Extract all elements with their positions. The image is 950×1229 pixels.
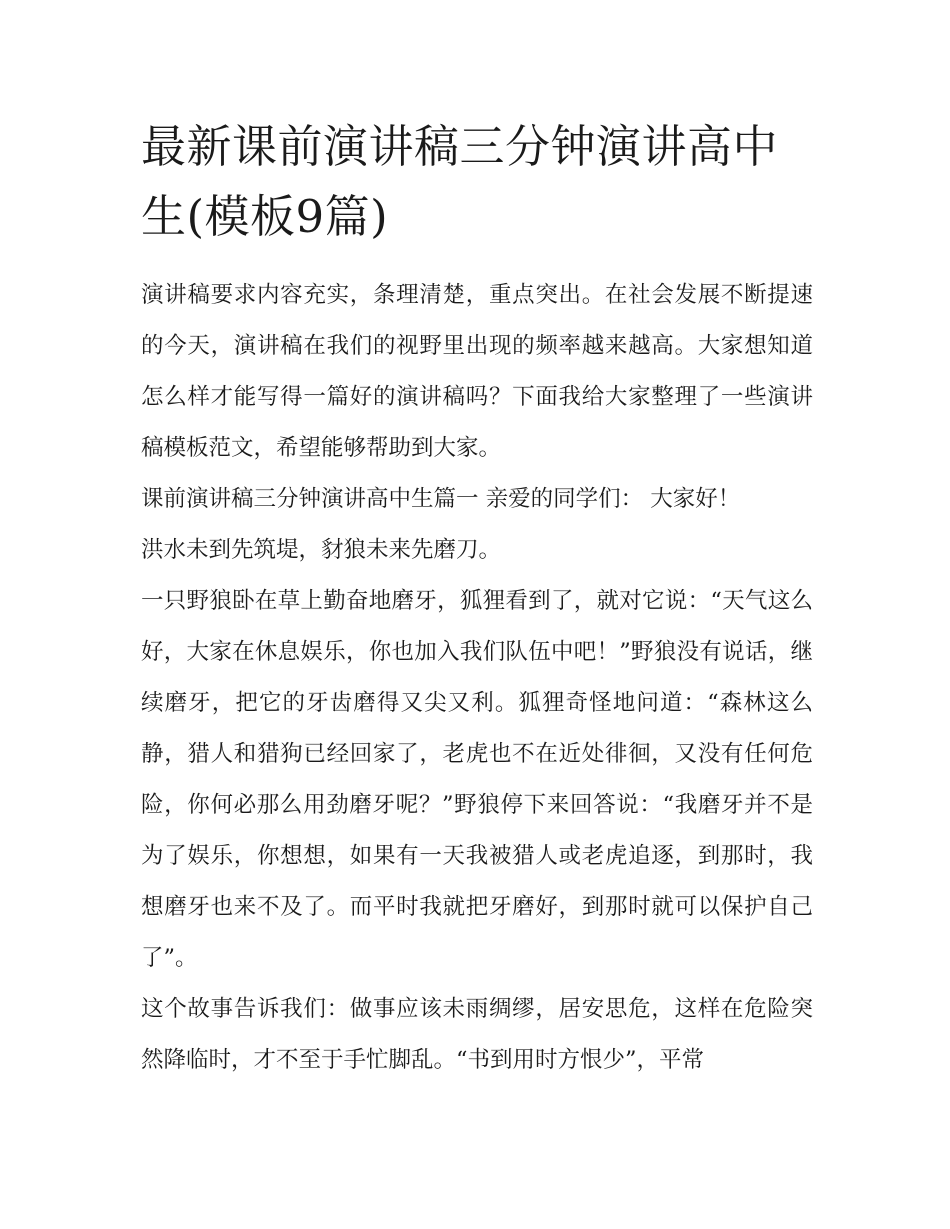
document-body xyxy=(141,112,813,1086)
paragraph-intro: 演讲稿要求内容充实，条理清楚，重点突出。在社会发展不断提速的今天，演讲稿在我们的视野里出现的频率越来越高。大家想知道怎么样才能写得一篇好的演讲稿吗？下面我给大家整理了一些演讲稿模板范文，希望能够帮助到大家。 xyxy=(141,282,813,461)
paragraph-moral: 这个故事告诉我们：做事应该未雨绸缪，居安思危，这样在危险突然降临时，才不至于手忙脚乱。“书到用时方恨少”，平常 xyxy=(141,996,813,1073)
paragraph-story: 一只野狼卧在草上勤奋地磨牙，狐狸看到了，就对它说：“天气这么好，大家在休息娱乐，你也加入我们队伍中吧！”野狼没有说话，继续磨牙，把它的牙齿磨得又尖又利。狐狸奇怪地问道：“森林这么静，猎人和猎狗已经回家了，老虎也不在近处徘徊，又没有任何危险，你何必那么用劲磨牙呢？”野狼停下来回答说：“我磨牙并不是为了娱乐，你想想，如果有一天我被猎人或老虎追逐，到那时，我想磨牙也来不及了。而平时我就把牙磨好，到那时就可以保护自己了”。 xyxy=(141,588,813,971)
title-spacer xyxy=(141,252,813,270)
paragraph-greeting: 课前演讲稿三分钟演讲高中生篇一 亲爱的同学们： 大家好！ xyxy=(141,486,741,512)
document-title: 最新课前演讲稿三分钟演讲高中生(模板9篇) xyxy=(141,120,779,243)
paragraph-proverb: 洪水未到先筑堤，豺狼未来先磨刀。 xyxy=(141,537,502,563)
